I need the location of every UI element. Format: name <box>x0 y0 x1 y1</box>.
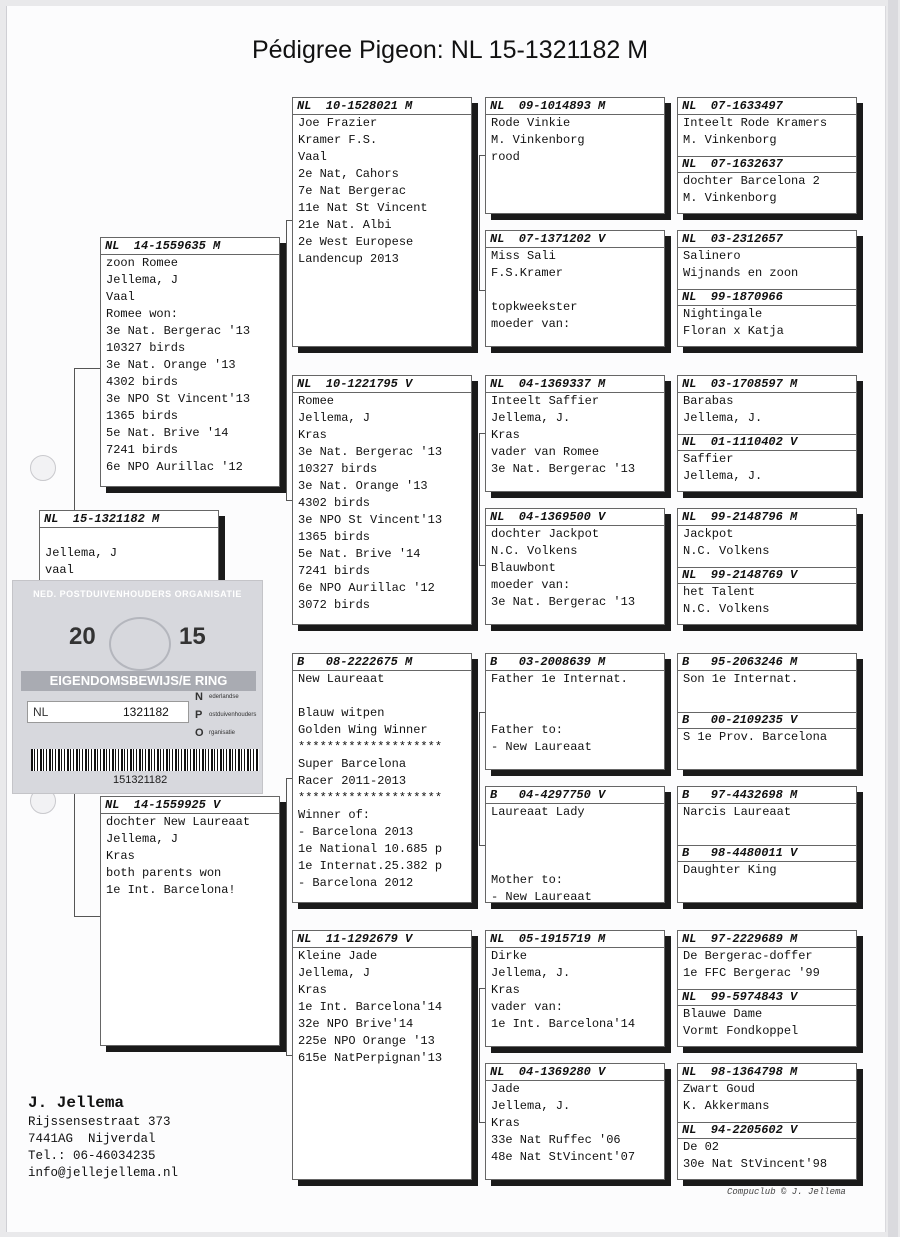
pedigree-line: vader van Romee <box>491 445 600 459</box>
connector-line <box>479 155 485 156</box>
ring-number: NL 03-1708597 M <box>678 376 856 393</box>
pedigree-line: 5e Nat. Brive '14 <box>106 426 229 440</box>
pedigree-line: Kras <box>491 428 520 442</box>
pedigree-line <box>486 282 664 299</box>
ancestor-entry <box>678 289 856 347</box>
pedigree-line: 33e Nat Ruffec '06 <box>491 1133 621 1147</box>
pedigree-line: 1365 birds <box>298 530 371 544</box>
ring-number: NL 14-1559635 M <box>101 238 279 255</box>
ancestor-entry <box>678 231 856 289</box>
connector-line <box>479 1122 485 1123</box>
pedigree-line: rood <box>491 150 520 164</box>
ring-number: NL 07-1371202 V <box>486 231 664 248</box>
connector-line <box>479 712 485 713</box>
owner-phone: Tel.: 06-46034235 <box>28 1149 156 1163</box>
pedigree-line: 2e Nat, Cahors <box>298 167 399 181</box>
page-title: Pédigree Pigeon: NL 15-1321182 M <box>251 36 649 64</box>
pedigree-line: 225e NPO Orange '13 <box>298 1034 435 1048</box>
great-great-grandparent-pair <box>677 230 857 347</box>
pedigree-line: Rode Vinkie <box>491 116 571 130</box>
connector-line <box>74 368 100 369</box>
ring-number: NL 11-1292679 V <box>293 931 471 948</box>
owner-block <box>28 1092 178 1182</box>
pedigree-line: Miss Sali <box>491 249 556 263</box>
pedigree-line: - New Laureaat <box>491 890 592 903</box>
pedigree-line: Landencup 2013 <box>298 252 399 266</box>
pedigree-line: Wijnands en zoon <box>683 266 799 280</box>
ring-number: NL 07-1633497 <box>678 98 856 115</box>
pedigree-line: dochter New Laureaat <box>106 815 251 829</box>
ancestor-entry <box>678 156 856 214</box>
pedigree-line: 3e NPO St Vincent'13 <box>298 513 443 527</box>
pedigree-line: N.C. Volkens <box>683 602 770 616</box>
pedigree-line: Father 1e Internat. <box>491 672 628 686</box>
sheet-protector-edge <box>888 0 898 1237</box>
pedigree-line: 3e Nat. Bergerac '13 <box>491 462 636 476</box>
pedigree-line: N.C. Volkens <box>683 544 770 558</box>
ring-number: NL 03-2312657 <box>678 231 856 248</box>
pedigree-line: Inteelt Saffier <box>491 394 600 408</box>
connector-line <box>479 988 485 989</box>
connector-line <box>479 433 480 565</box>
ancestor-entry <box>678 509 856 567</box>
pedigree-line: Jellema, J. <box>683 469 763 483</box>
great-grandparent-box <box>485 508 665 625</box>
pedigree-line: 3e Nat. Bergerac '13 <box>298 445 443 459</box>
card-initial-o: O <box>195 727 204 739</box>
pedigree-line: 6e NPO Aurillac '12 <box>106 460 243 474</box>
pedigree-line <box>293 688 471 705</box>
pedigree-line: 3072 birds <box>298 598 371 612</box>
pedigree-line: ******************** <box>298 791 443 805</box>
ancestor-entry <box>678 787 856 845</box>
ring-number: NL 04-1369337 M <box>486 376 664 393</box>
great-great-grandparent-pair <box>677 375 857 492</box>
subject-pigeon-box <box>39 510 219 590</box>
connector-line <box>479 565 485 566</box>
entry-divider <box>678 567 856 568</box>
ring-number: NL 97-2229689 M <box>678 931 856 948</box>
ancestor-entry <box>678 931 856 989</box>
pedigree-line: 7e Nat Bergerac <box>298 184 407 198</box>
pedigree-line: Blauwe Dame <box>683 1007 763 1021</box>
pedigree-line: Jellema, J <box>298 411 371 425</box>
pedigree-line: Super Barcelona <box>298 757 407 771</box>
pedigree-line: Floran x Katja <box>683 324 784 338</box>
pedigree-line: Romee <box>298 394 335 408</box>
ring-number: B 04-4297750 V <box>486 787 664 804</box>
grandparent-box <box>292 97 472 347</box>
ancestor-entry <box>678 98 856 156</box>
pedigree-line: Zwart Goud <box>683 1082 756 1096</box>
card-org-line-2: ostduivenhouders <box>209 712 257 718</box>
ring-number: NL 10-1528021 M <box>293 98 471 115</box>
connector-line <box>479 433 485 434</box>
ring-number: NL 07-1632637 <box>678 156 856 173</box>
pedigree-line: Son 1e Internat. <box>683 672 799 686</box>
pedigree-line: ******************** <box>298 740 443 754</box>
pedigree-line <box>486 688 664 705</box>
connector-line <box>479 290 485 291</box>
pedigree-line: Laureaat Lady <box>491 805 585 819</box>
pedigree-line: Kras <box>106 849 135 863</box>
ring-number: NL 99-5974843 V <box>678 989 856 1006</box>
pedigree-line: Jellema, J <box>298 966 371 980</box>
great-great-grandparent-pair <box>677 97 857 214</box>
pedigree-line: Kleine Jade <box>298 949 378 963</box>
card-org-line-3: rganisatie <box>209 730 236 736</box>
card-organisation: NED. POSTDUIVENHOUDERS ORGANISATIE <box>33 589 242 599</box>
great-grandparent-box <box>485 230 665 347</box>
ring-number: B 00-2109235 V <box>678 712 856 729</box>
ancestor-entry <box>678 712 856 770</box>
connector-line <box>479 155 480 290</box>
pedigree-line: Golden Wing Winner <box>298 723 428 737</box>
connector-line <box>286 500 292 501</box>
ring-number: NL 09-1014893 M <box>486 98 664 115</box>
ancestor-entry <box>678 845 856 903</box>
connector-line <box>479 712 480 845</box>
entry-divider <box>678 1122 856 1123</box>
card-initial-p: P <box>195 709 203 721</box>
lion-emblem-icon <box>109 617 171 671</box>
pedigree-line: New Laureaat <box>298 672 385 686</box>
owner-postal: 7441AG Nijverdal <box>28 1132 156 1146</box>
pedigree-line: Jellema, J <box>106 832 179 846</box>
mother-box <box>100 796 280 1046</box>
pedigree-line: Joe Frazier <box>298 116 378 130</box>
pedigree-line <box>486 855 664 872</box>
pedigree-line: 1e Int. Barcelona'14 <box>298 1000 443 1014</box>
great-great-grandparent-pair <box>677 930 857 1047</box>
pedigree-line: dochter Barcelona 2 <box>683 174 820 188</box>
pedigree-line: S 1e Prov. Barcelona <box>683 730 828 744</box>
pedigree-line: 1e FFC Bergerac '99 <box>683 966 820 980</box>
ring-number: B 98-4480011 V <box>678 845 856 862</box>
card-title: EIGENDOMSBEWIJS/E RING <box>21 671 256 691</box>
entry-divider <box>678 289 856 290</box>
pedigree-line: 5e Nat. Brive '14 <box>298 547 421 561</box>
pedigree-line: zoon Romee <box>106 256 179 270</box>
pedigree-line: M. Vinkenborg <box>683 191 777 205</box>
pedigree-line <box>486 705 664 722</box>
pedigree-line: Blauwbont <box>491 561 556 575</box>
pedigree-line: Jellema, J <box>45 546 118 560</box>
pedigree-line: Inteelt Rode Kramers <box>683 116 828 130</box>
ancestor-entry <box>678 989 856 1047</box>
pedigree-line: 3e NPO St Vincent'13 <box>106 392 251 406</box>
pedigree-line: 615e NatPerpignan'13 <box>298 1051 443 1065</box>
pedigree-line: Barabas <box>683 394 734 408</box>
ring-number: NL 04-1369500 V <box>486 509 664 526</box>
pedigree-line: 3e Nat. Bergerac '13 <box>491 595 636 609</box>
pedigree-line: Vormt Fondkoppel <box>683 1024 799 1038</box>
pedigree-line: 3e Nat. Orange '13 <box>298 479 428 493</box>
owner-email: info@jellejellema.nl <box>28 1166 179 1180</box>
great-grandparent-box <box>485 375 665 492</box>
card-year-left: 20 <box>69 623 96 650</box>
pedigree-line: 2e West Europese <box>298 235 414 249</box>
pedigree-line: Kras <box>298 428 327 442</box>
pedigree-line: Saffier <box>683 452 734 466</box>
pedigree-line: 7241 birds <box>298 564 371 578</box>
pedigree-line: 10327 birds <box>106 341 186 355</box>
pedigree-line: De 02 <box>683 1140 720 1154</box>
pedigree-line: dochter Jackpot <box>491 527 600 541</box>
entry-divider <box>678 712 856 713</box>
card-ring-number: 1321182 <box>123 705 169 719</box>
father-box <box>100 237 280 487</box>
card-initial-n: N <box>195 691 203 703</box>
pedigree-line: 1e National 10.685 p <box>298 842 443 856</box>
connector-line <box>286 778 292 779</box>
pedigree-line: 4302 birds <box>106 375 179 389</box>
entry-divider <box>678 845 856 846</box>
owner-name: J. Jellema <box>28 1094 125 1112</box>
pedigree-line: 48e Nat StVincent'07 <box>491 1150 636 1164</box>
pedigree-line: N.C. Volkens <box>491 544 578 558</box>
pedigree-line: - New Laureaat <box>491 740 592 754</box>
pedigree-line: M. Vinkenborg <box>683 133 777 147</box>
connector-line <box>286 778 287 1055</box>
great-grandparent-box <box>485 1063 665 1180</box>
pedigree-line: Kras <box>298 983 327 997</box>
pedigree-line: - Barcelona 2013 <box>298 825 414 839</box>
pedigree-line: Jellema, J <box>106 273 179 287</box>
grandparent-box <box>292 653 472 903</box>
connector-line <box>286 220 287 500</box>
ring-number: NL 99-2148796 M <box>678 509 856 526</box>
ring-number: NL 99-2148769 V <box>678 567 856 584</box>
pedigree-line: Father to: <box>491 723 564 737</box>
entry-divider <box>678 434 856 435</box>
connector-line <box>479 988 480 1122</box>
ring-number: NL 94-2205602 V <box>678 1122 856 1139</box>
ring-number: B 95-2063246 M <box>678 654 856 671</box>
pedigree-line: Salinero <box>683 249 741 263</box>
pedigree-line: Blauw witpen <box>298 706 385 720</box>
pedigree-line: 1e Int. Barcelona! <box>106 883 236 897</box>
ring-number: NL 10-1221795 V <box>293 376 471 393</box>
pedigree-line: 1365 birds <box>106 409 179 423</box>
pedigree-line: Jellema, J. <box>491 411 571 425</box>
great-great-grandparent-pair <box>677 1063 857 1180</box>
pedigree-line: M. Vinkenborg <box>491 133 585 147</box>
pedigree-line: K. Akkermans <box>683 1099 770 1113</box>
great-great-grandparent-pair <box>677 653 857 770</box>
connector-line <box>74 368 75 510</box>
pedigree-line: Mother to: <box>491 873 564 887</box>
pedigree-line: Nightingale <box>683 307 763 321</box>
pedigree-line: Vaal <box>106 290 135 304</box>
great-grandparent-box <box>485 930 665 1047</box>
pedigree-line: moeder van: <box>491 578 571 592</box>
pedigree-line: 7241 birds <box>106 443 179 457</box>
pedigree-line: Jellema, J. <box>491 966 571 980</box>
grandparent-box <box>292 375 472 625</box>
pedigree-line: Kramer F.S. <box>298 133 378 147</box>
pedigree-line: Jellema, J. <box>491 1099 571 1113</box>
pedigree-line: 30e Nat StVincent'98 <box>683 1157 828 1171</box>
pedigree-line: moeder van: <box>491 317 571 331</box>
pedigree-line: 21e Nat. Albi <box>298 218 392 232</box>
pedigree-line: 3e Nat. Bergerac '13 <box>106 324 251 338</box>
pedigree-line: 1e Int. Barcelona'14 <box>491 1017 636 1031</box>
punch-hole <box>30 455 56 481</box>
great-grandparent-box <box>485 653 665 770</box>
footer-credit: Compuclub © J. Jellema <box>727 1187 846 1197</box>
ring-number: NL 01-1110402 V <box>678 434 856 451</box>
pedigree-line: topkweekster <box>491 300 578 314</box>
ring-number: NL 14-1559925 V <box>101 797 279 814</box>
ring-ownership-card <box>12 580 263 794</box>
pedigree-line: 11e Nat St Vincent <box>298 201 428 215</box>
pedigree-line: both parents won <box>106 866 222 880</box>
card-country: NL <box>33 705 49 719</box>
connector-line <box>74 916 100 917</box>
ring-number: B 03-2008639 M <box>486 654 664 671</box>
pedigree-line: Daughter King <box>683 863 777 877</box>
ancestor-entry <box>678 654 856 712</box>
pedigree-line: Vaal <box>298 150 327 164</box>
pedigree-line: Romee won: <box>106 307 179 321</box>
pedigree-line <box>486 838 664 855</box>
owner-address: Rijssensestraat 373 <box>28 1115 171 1129</box>
pedigree-line: 4302 birds <box>298 496 371 510</box>
entry-divider <box>678 989 856 990</box>
pedigree-line: vaal <box>45 563 74 577</box>
pedigree-line: vader van: <box>491 1000 564 1014</box>
ancestor-entry <box>678 1064 856 1122</box>
great-great-grandparent-pair <box>677 508 857 625</box>
ancestor-entry <box>678 1122 856 1180</box>
pedigree-line: Kras <box>491 1116 520 1130</box>
ancestor-entry <box>678 434 856 492</box>
pedigree-line: Kras <box>491 983 520 997</box>
connector-line <box>286 220 292 221</box>
pedigree-line: 1e Internat.25.382 p <box>298 859 443 873</box>
pedigree-line: De Bergerac-doffer <box>683 949 813 963</box>
pedigree-line: Jade <box>491 1082 520 1096</box>
ancestor-entry <box>678 376 856 434</box>
connector-line <box>479 845 485 846</box>
grandparent-box <box>292 930 472 1180</box>
ring-number: NL 98-1364798 M <box>678 1064 856 1081</box>
ring-number: NL 05-1915719 M <box>486 931 664 948</box>
pedigree-line: Winner of: <box>298 808 371 822</box>
ring-number: NL 04-1369280 V <box>486 1064 664 1081</box>
ring-number: B 08-2222675 M <box>293 654 471 671</box>
ancestor-entry <box>678 567 856 625</box>
connector-line <box>286 1055 292 1056</box>
pedigree-line: Narcis Laureaat <box>683 805 792 819</box>
pedigree-line: 3e Nat. Orange '13 <box>106 358 236 372</box>
barcode-number: 151321182 <box>113 774 168 786</box>
great-great-grandparent-pair <box>677 786 857 903</box>
pedigree-line: F.S.Kramer <box>491 266 564 280</box>
pedigree-line: 32e NPO Brive'14 <box>298 1017 414 1031</box>
pedigree-line: Jellema, J. <box>683 411 763 425</box>
great-grandparent-box <box>485 97 665 214</box>
card-org-line-1: ederlandse <box>209 694 239 700</box>
great-grandparent-box <box>485 786 665 903</box>
ring-number: NL 15-1321182 M <box>40 511 218 528</box>
pedigree-line: Racer 2011-2013 <box>298 774 407 788</box>
barcode <box>31 749 259 771</box>
pedigree-line: Jackpot <box>683 527 734 541</box>
ring-number: B 97-4432698 M <box>678 787 856 804</box>
card-year-right: 15 <box>179 623 206 650</box>
pedigree-line: Dirke <box>491 949 528 963</box>
pedigree-line <box>486 821 664 838</box>
pedigree-line: 10327 birds <box>298 462 378 476</box>
pedigree-line: 6e NPO Aurillac '12 <box>298 581 435 595</box>
pedigree-line: het Talent <box>683 585 756 599</box>
pedigree-line <box>40 528 218 545</box>
ring-number: NL 99-1870966 <box>678 289 856 306</box>
pedigree-line: - Barcelona 2012 <box>298 876 414 890</box>
entry-divider <box>678 156 856 157</box>
